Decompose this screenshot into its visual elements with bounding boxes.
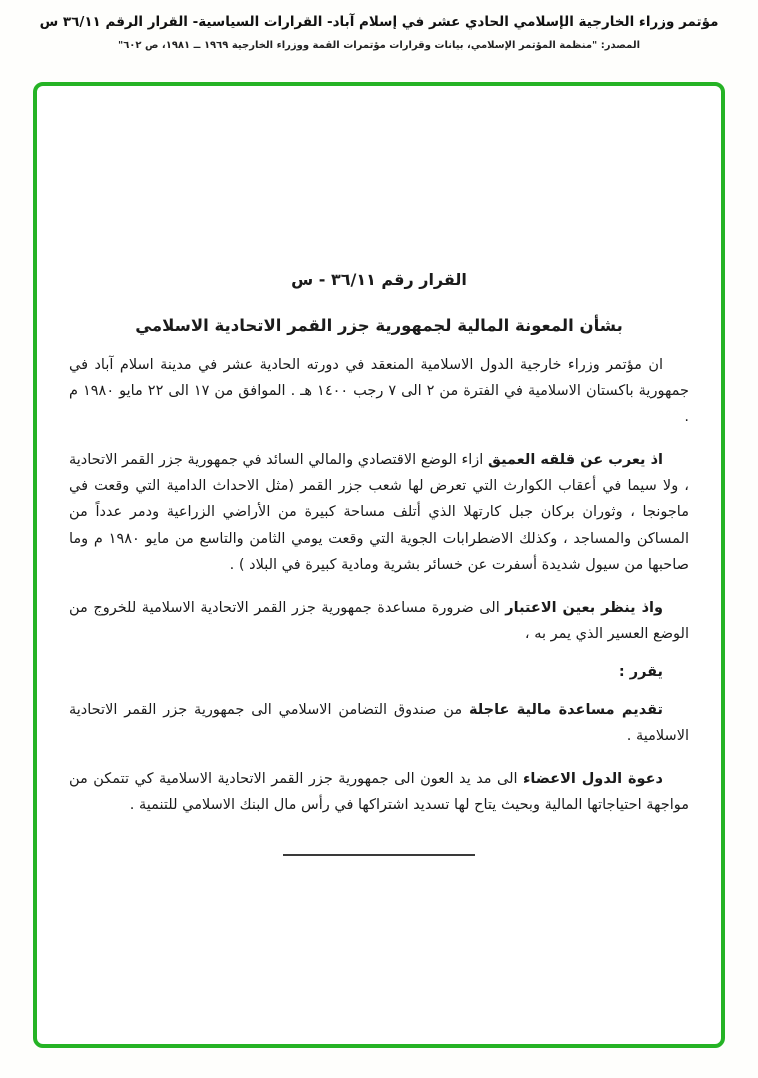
paragraph-text: الى ضرورة مساعدة جمهورية جزر القمر الاتحادية الاسلامية للخروج من الوضع العسير الذي يمر به ، bbox=[69, 599, 689, 642]
paragraph-lead: واذ ينظر بعين الاعتبار bbox=[505, 599, 664, 616]
document-page bbox=[33, 82, 725, 1048]
paragraph-text: ان مؤتمر وزراء خارجية الدول الاسلامية المنعقد في دورته الحادية عشر في مدينة اسلام آباد في جمهورية باكستان الاسلامية في الفترة من ٢ الى ٧ رجب ١٤٠٠ هـ . الموافق من ١٧ الى ٢٢ مايو ١٩٨٠ م . bbox=[69, 357, 689, 426]
paragraph-lead: دعوة الدول الاعضاء bbox=[523, 771, 663, 788]
paragraph-lead: تقديم مساعدة مالية عاجلة bbox=[468, 701, 663, 718]
header-source: المصدر: "منظمة المؤتمر الإسلامي، بيانات وقرارات مؤتمرات القمة ووزراء الخارجية ١٩٦٩ ــ ١٩٨١، ص ٦٠٢" bbox=[117, 40, 641, 51]
paragraph-text: ازاء الوضع الاقتصادي والمالي السائد في جمهورية جزر القمر الاتحادية ، ولا سيما في أعقاب الكوارث التي تعرض لها شعب جزر القمر (مثل الاحداث الدامية التي وقعت في ماجونجا ، وثوران بركان جبل كارتهلا الذي أتلف مساحة كبيرة من الأراضي الزراعية ودمر عدداً من المساكن والمساجد ، وكذلك الاضطرابات الجوية التي وقعت يومي الثامن والتاسع من مايو ١٩٨٠ م وما صاحبها من سيول شديدة أسفرت عن خسائر بشرية ومادية كبيرة في البلاد ) . bbox=[69, 452, 689, 573]
paragraph-decision-invitation bbox=[69, 766, 689, 818]
paragraph-concern bbox=[69, 447, 689, 577]
resolution-subject-title: بشأن المعونة المالية لجمهورية جزر القمر الاتحادية الاسلامي bbox=[135, 316, 623, 335]
header-title: مؤتمر وزراء الخارجية الإسلامي الحادي عشر في إسلام آباد- القرارات السياسية- القرار الرقم ٣٦/١١ س bbox=[39, 14, 719, 30]
paragraph-lead: اذ يعرب عن قلقه العميق bbox=[488, 452, 663, 469]
paragraph-consideration bbox=[69, 595, 689, 647]
document-content bbox=[37, 86, 721, 856]
resolution-number-title: القرار رقم ٣٦/١١ - س bbox=[291, 270, 467, 289]
paragraph-text: من صندوق التضامن الاسلامي الى جمهورية جزر القمر الاتحادية الاسلامية . bbox=[69, 701, 689, 745]
end-divider bbox=[283, 854, 475, 856]
paragraph-decision-aid bbox=[69, 697, 689, 749]
paragraph-text: الى مد يد العون الى جمهورية جزر القمر الاتحادية الاسلامية كي تتمكن من مواجهة احتياجاتها المالية وبحيث يتاح لها تسديد اشتراكها في رأس مال البنك الاسلامي للتنمية . bbox=[69, 771, 689, 814]
paragraph-preamble bbox=[69, 352, 689, 430]
page-header bbox=[0, 14, 758, 51]
decision-label: يقرر : bbox=[618, 663, 663, 680]
